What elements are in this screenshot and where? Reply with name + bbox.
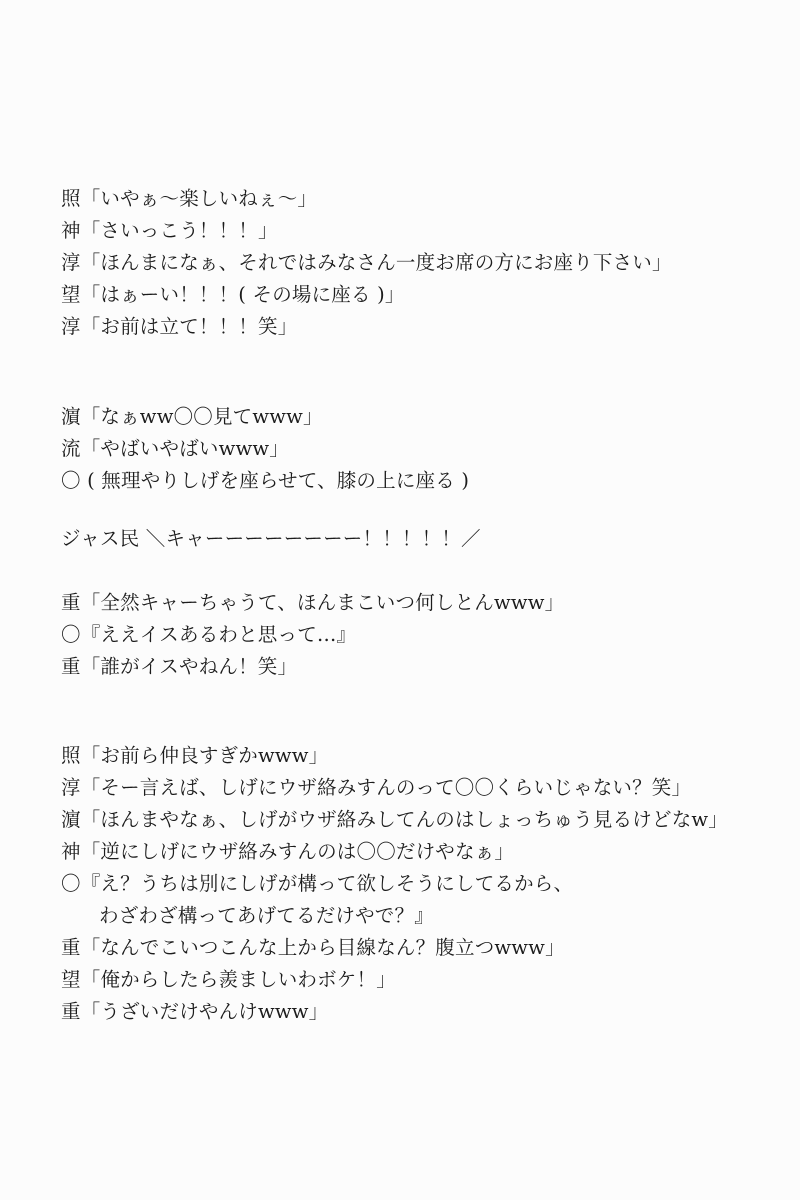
dialogue-line: 重「うざいだけやんけwww」: [61, 1000, 329, 1023]
dialogue-line: 〇『ええイスあるわと思って…』: [61, 623, 357, 646]
dialogue-line: 重「なんでこいつこんな上から目線なん？腹立つwww」: [61, 936, 565, 959]
dialogue-continuation-line: わざわざ構ってあげてるだけやで？』: [99, 904, 434, 927]
dialogue-line: 濵「ほんまやなぁ、しげがウザ絡みしてんのはしょっちゅう見るけどなw」: [61, 808, 728, 831]
dialogue-line: 重「全然キャーちゃうて、ほんまこいつ何しとんwww」: [61, 591, 565, 614]
dialogue-line: 神「さいっこう！！！」: [61, 219, 278, 242]
dialogue-line: 淳「お前は立て！！！笑」: [61, 315, 298, 338]
dialogue-line: 重「誰がイスやねん！笑」: [61, 655, 298, 678]
dialogue-line: ジャス民 ＼キャーーーーーーーー！！！！！／: [61, 527, 481, 550]
dialogue-line: 照「お前ら仲良すぎかwww」: [61, 744, 329, 767]
stage-direction-line: 〇 ( 無理やりしげを座らせて、膝の上に座る ): [61, 469, 470, 492]
dialogue-line: 照「いやぁ〜楽しいねぇ〜」: [61, 187, 318, 210]
dialogue-line: 望「俺からしたら羨ましいわボケ！」: [61, 968, 396, 991]
dialogue-line: 淳「そー言えば、しげにウザ絡みすんのって〇〇くらいじゃない？笑」: [61, 776, 692, 799]
dialogue-line: 濵「なぁww〇〇見てwww」: [61, 405, 323, 428]
dialogue-line: 淳「ほんまになぁ、それではみなさん一度お席の方にお座り下さい」: [61, 251, 672, 274]
dialogue-line: 望「はぁーい！！！( その場に座る )」: [61, 283, 405, 306]
dialogue-line: 流「やばいやばいwww」: [61, 437, 289, 460]
dialogue-line: 〇『え？うちは別にしげが構って欲しそうにしてるから、: [61, 872, 574, 895]
dialogue-line: 神「逆にしげにウザ絡みすんのは〇〇だけやなぁ」: [61, 840, 515, 863]
